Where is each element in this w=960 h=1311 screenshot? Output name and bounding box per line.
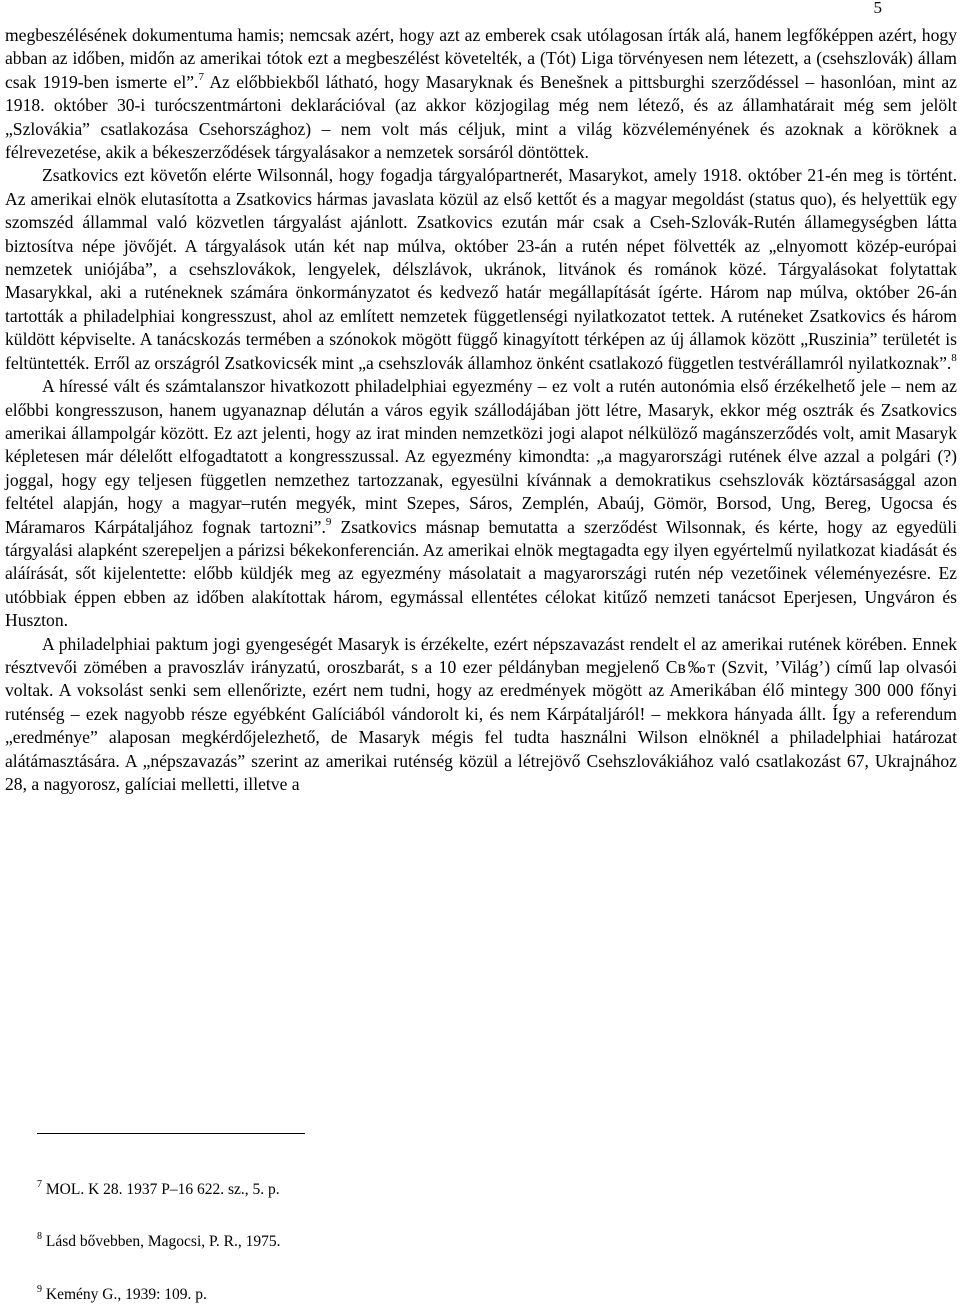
footnote-reference: 7: [198, 70, 204, 83]
paragraph-text: Az előbbiekből látható, hogy Masaryknak és Benešnek a pittsburghi szerződéssel – hasonlóan, mint az 1918. október 30-i turócszentmártoni deklarációval (az akkor közjogilag még nem létező, és az államhatárait még sem jelölt „Szlovákia” csatlakozása Csehországhoz) – nem volt más céljuk, mint a világ közvéleményének és azoknak a köröknek a félrevezetése, akik a békeszerződések tárgyalásakor a nemzetek sorsáról döntöttek.: [5, 71, 957, 163]
footnote-number: 8: [37, 1230, 42, 1242]
paragraph-text: Zsatkovics ezt követőn elérte Wilsonnál, hogy fogadja tárgyalópartnerét, Masarykot, amely 1918. október 21-én meg is történt. Az amerikai elnök elutasította a Zsatkovics hármas javaslata közül az első kettőt és a magyar megoldást (status quo), és helyettük egy szomszéd állammal való közvetlen tárgyalást ajánlott. Zsatkovics ezután már csak a Cseh-Szlovák-Rutén államegységben látta biztosítva népe jövőjét. A tárgyalások után két nap múlva, október 23-án a rutén népet fölvették az „elnyomott közép-európai nemzetek uniójába”, a csehszlovákok, lengyelek, délszlávok, ukránok, litvánok és románok közé. Tárgyalásokat folytattak Masarykkal, aki a ruténeknek számára önkormányzatot és kedvező határ megállapítását ígérte. Három nap múlva, október 26-án tartották a philadelphiai kongresszust, ahol az említett nemzetek függetlenségi nyilatkozatot tettek. A ruténeket Zsatkovics és három küldött képviselte. A tanácskozás termében a szónokok mögött függő kinagyított térképen az új államok között „Ruszinia” területét is feltüntették. Erről az országról Zsatkovicsék mint „a csehszlovák államhoz önként csatlakozó független testvérállamról nyilatkoznak”.: [5, 165, 957, 373]
footnote-reference: 9: [325, 515, 332, 528]
paragraph: [5, 164, 957, 375]
footnote-9: [37, 1283, 207, 1304]
paragraph-text: A híressé vált és számtalanszor hivatkozott philadelphiai egyezmény – ez volt a rutén autonómia első érzékelhető jele – nem az előbbi kongresszuson, hanem ugyanaznap délután a város egyik szállodájában jött létre, Masaryk, ekkor még osztrák és Zsatkovics amerikai állampolgár között. Ez azt jelenti, hogy az irat minden nemzetközi jogi alapot nélkülöző magánszerződés volt, amit Masaryk képletesen már délelőtt elfogadtatott a kongresszussal. Az egyezmény kimondta: „a magyarországi rutének élve azzal a polgári (?) joggal, hogy egy teljesen független nemzethez tartozzanak, egyesülni kívánnak a demokratikus csehszlovák köztársasággal azon feltétel alapján, hogy a magyar–rutén megyék, mint Szepes, Sáros, Zemplén, Abaúj, Gömör, Borsod, Ung, Bereg, Ugocsa és Máramaros Kárpátaljához fognak tartozni”.: [5, 376, 957, 537]
footnote-separator: [37, 1133, 305, 1134]
page-number: 5: [873, 0, 882, 17]
footnote-7: [37, 1178, 280, 1199]
paragraph: [5, 633, 957, 797]
paragraph-text: Zsatkovics másnap bemutatta a szerződést Wilsonnak, és kérte, hogy az egyedüli tárgyalási alapként szerepeljen a párizsi békekonferencián. Az amerikai elnök megtagadta egy ilyen egyértelmű nyilatkozat kiadását és aláírását, sőt kijelentette: előbb küldjék meg az egyezmény másolatait a magyarországi rutén nép vezetőinek véleményezésre. Ez utóbbiak éppen ebben az időben alakítottak három, egymással ellentétes célokat kitűző nemzeti tanácsot Eperjesen, Ungváron és Huszton.: [5, 516, 957, 631]
footnote-text: MOL. K 28. 1937 P–16 622. sz., 5. p.: [45, 1181, 280, 1198]
paragraph: [5, 375, 957, 632]
footnote-text: Lásd bővebben, Magocsi, P. R., 1975.: [45, 1233, 281, 1250]
footnote-text: Kemény G., 1939: 109. p.: [45, 1286, 207, 1303]
paragraph: [5, 24, 957, 164]
footnote-number: 9: [37, 1283, 42, 1295]
footnote-number: 7: [37, 1178, 42, 1190]
paragraph-text: A philadelphiai paktum jogi gyengeségét Masaryk is érzékelte, ezért népszavazást rendelt el az amerikai rutének körében. Ennek résztvevői zömében a pravoszláv irányzatú, oroszbarát, s a 10 ezer példányban megjelenő Св‰т (Szvit, ’Világ’) című lap olvasói voltak. A voksolást senki sem ellenőrizte, ezért nem tudni, hogy az eredmények mögött az Amerikában élő mintegy 300 000 főnyi ruténség – ezek nagyobb része egyébként Galíciából vándorolt ki, és nem Kárpátaljáról! – mekkora hányada állt. Így a referendum „eredménye” alaposan megkérdőjelezhető, de Masaryk mégis fel tudta használni Wilson elnöknél a philadelphiai határozat alátámasztására. A „népszavazás” szerint az amerikai ruténség közül a létrejövő Csehszlovákiához való csatlakozást 67, Ukrajnához 28, a nagyorosz, galíciai melletti, illetve a: [5, 633, 957, 794]
footnote-8: [37, 1230, 281, 1251]
paragraph-text: megbeszélésének dokumentuma hamis; nemcsak azért, hogy azt az emberek csak utólagosan írták alá, hanem legfőképpen azért, hogy abban az időben, midőn az amerikai tótok ezt a megbeszélést követelték, a (Tót) Liga törvényesen nem létezett, a (csehszlovák) állam csak 1919-ben ismerte el”.: [5, 25, 957, 92]
footnote-reference: 8: [951, 351, 957, 364]
body-text: [5, 24, 957, 796]
